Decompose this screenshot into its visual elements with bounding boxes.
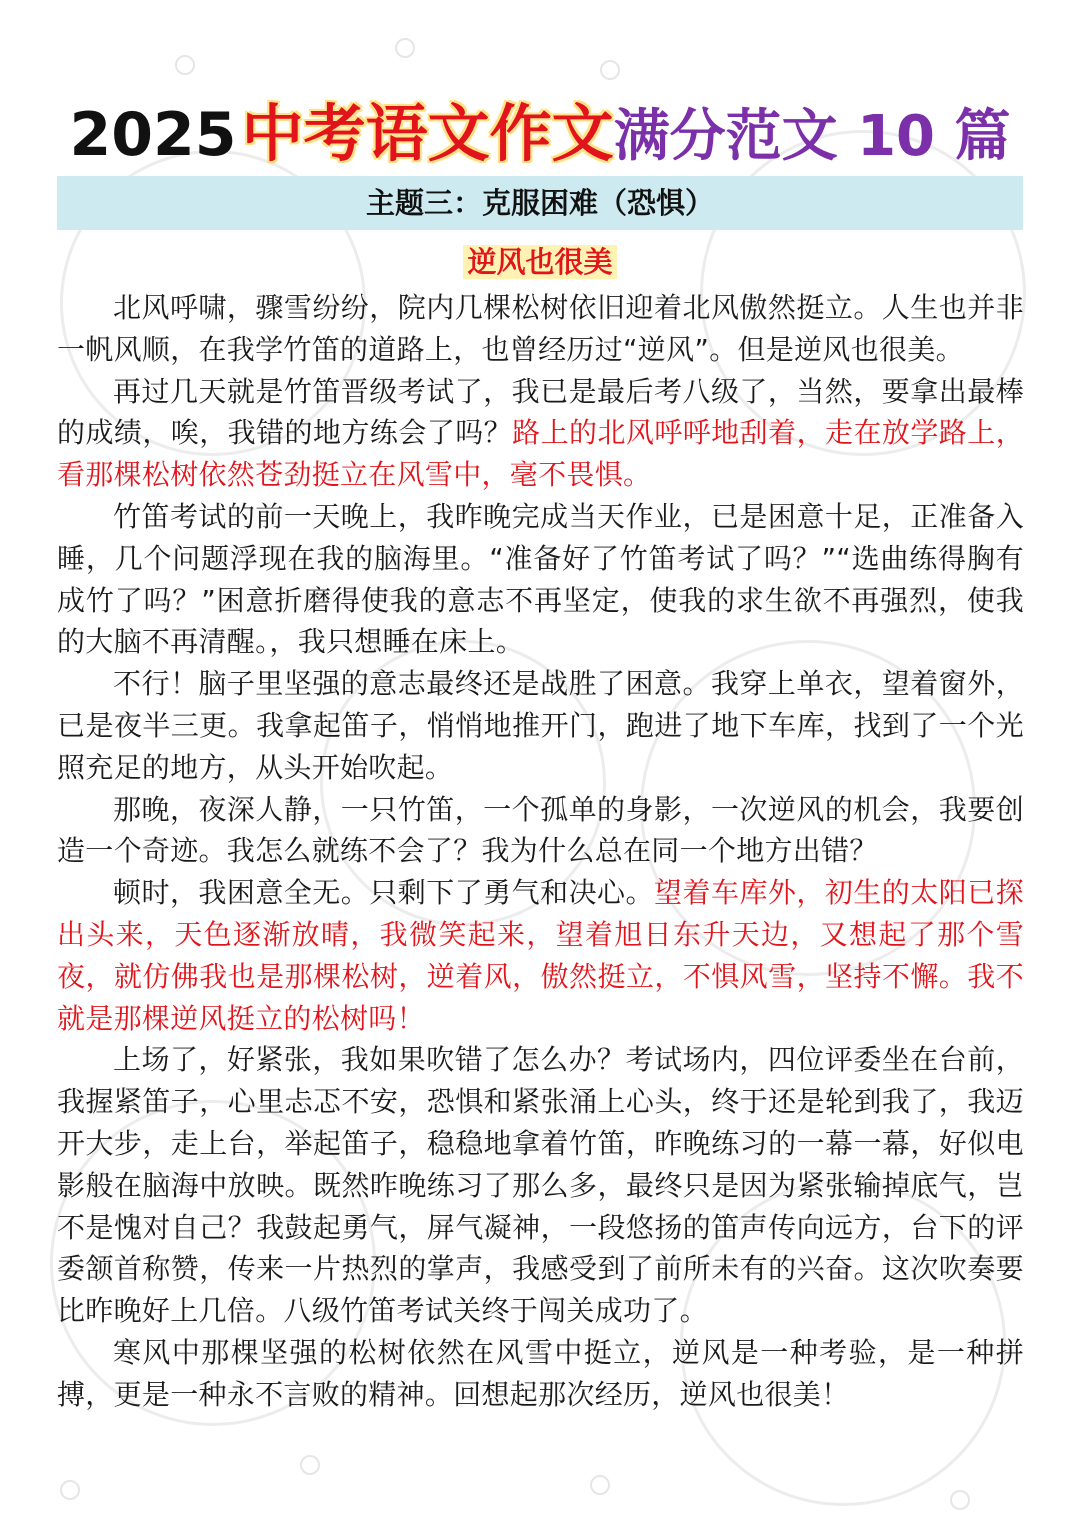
paragraph-text: 不行！脑子里坚强的意志最终还是战胜了困意。我穿上单衣，望着窗外，已是夜半三更。我拿起笛子，悄悄地推开门，跑进了地下车库，找到了一个光照充足的地方，从头开始吹起。	[57, 667, 1024, 784]
paragraph-text: 北风呼啸，骤雪纷纷，院内几棵松树依旧迎着北风傲然挺立。人生也并非一帆风顺，在我学竹笛的道路上，也曾经历过“逆风”。但是逆风也很美。	[57, 291, 1024, 366]
paragraph-highlight: 路上的北风呼呼地刮着，走在放学路上，看那棵松树依然苍劲挺立在风雪中，毫不畏惧。	[57, 416, 1024, 492]
bg-dot	[300, 1455, 320, 1475]
paragraph-text: 上场了，好紧张，我如果吹错了怎么办？考试场内，四位评委坐在台前，我握紧笛子，心里忐忑不安，恐惧和紧张涌上心头，终于还是轮到我了，我迈开大步，走上台，举起笛子，稳稳地拿着竹笛，昨晚练习的一幕一幕，好似电影般在脑海中放映。既然昨晚练习了那么多，最终只是因为紧张输掉底气，岂不是愧对自己？我鼓起勇气，屏气凝神，一段悠扬的笛声传向远方，台下的评委颔首称赞，传来一片热烈的掌声，我感受到了前所未有的兴奋。这次吹奏要比昨晚好上几倍。八级竹笛考试关终于闯关成功了。	[57, 1043, 1024, 1328]
paragraph-highlight: 望着车库外，初生的太阳已探出头来，天色逐渐放晴，我微笑起来，望着旭日东升天边，又想起了那个雪夜，就仿佛我也是那棵松树，逆着风，傲然挺立，不惧风雪，坚持不懈。我不就是那棵逆风挺立的松树吗！	[57, 876, 1025, 1035]
bg-dot	[60, 1480, 80, 1500]
title-highlight: 中考语文作文	[241, 97, 614, 170]
bg-dot	[600, 60, 620, 80]
paragraph-text: 寒风中那棵坚强的松树依然在风雪中挺立，逆风是一种考验，是一种拼搏，更是一种永不言败的精神。回想起那次经历，逆风也很美！	[57, 1335, 1024, 1411]
essay-title-text: 逆风也很美	[463, 245, 616, 279]
paragraph-text: 那晚，夜深人静，一只竹笛，一个孤单的身影，一次逆风的机会，我要创造一个奇迹。我怎么就练不会了？我为什么总在同一个地方出错？	[57, 792, 1024, 868]
bg-dot	[590, 1475, 610, 1495]
bg-dot	[175, 55, 195, 75]
title-year: 2025	[69, 100, 237, 170]
paragraph	[57, 287, 1024, 371]
essay-body	[57, 287, 1024, 1416]
paragraph	[57, 496, 1024, 663]
title-subtitle: 满分范文 10 篇	[613, 104, 1011, 169]
paragraph	[57, 872, 1024, 1039]
paragraph-text: 顿时，我困意全无。只剩下了勇气和决心。	[113, 876, 655, 910]
paragraph-text: 再过几天就是竹笛晋级考试了，我已是最后考八级了，当然，要拿出最棒的成绩，唉，我错的地方练会了吗？	[57, 374, 1024, 450]
bg-dot	[395, 38, 415, 58]
paragraph-text: 竹笛考试的前一天晚上，我昨晚完成当天作业，已是困意十足，正准备入睡，几个问题浮现在我的脑海里。“准备好了竹笛考试了吗？”“选曲练得胸有成竹了吗？”困意折磨得使我的意志不再坚定，使我的求生欲不再强烈，使我的大脑不再清醒。，我只想睡在床上。	[57, 499, 1024, 659]
theme-banner: 主题三：克服困难（恐惧）	[57, 176, 1023, 230]
paragraph	[57, 371, 1024, 496]
paragraph	[57, 1039, 1024, 1332]
paragraph	[57, 789, 1024, 873]
page-title	[0, 84, 1080, 174]
essay-title	[0, 240, 1080, 284]
paragraph	[57, 663, 1024, 788]
bg-dot	[950, 1490, 970, 1510]
paragraph	[57, 1332, 1024, 1416]
